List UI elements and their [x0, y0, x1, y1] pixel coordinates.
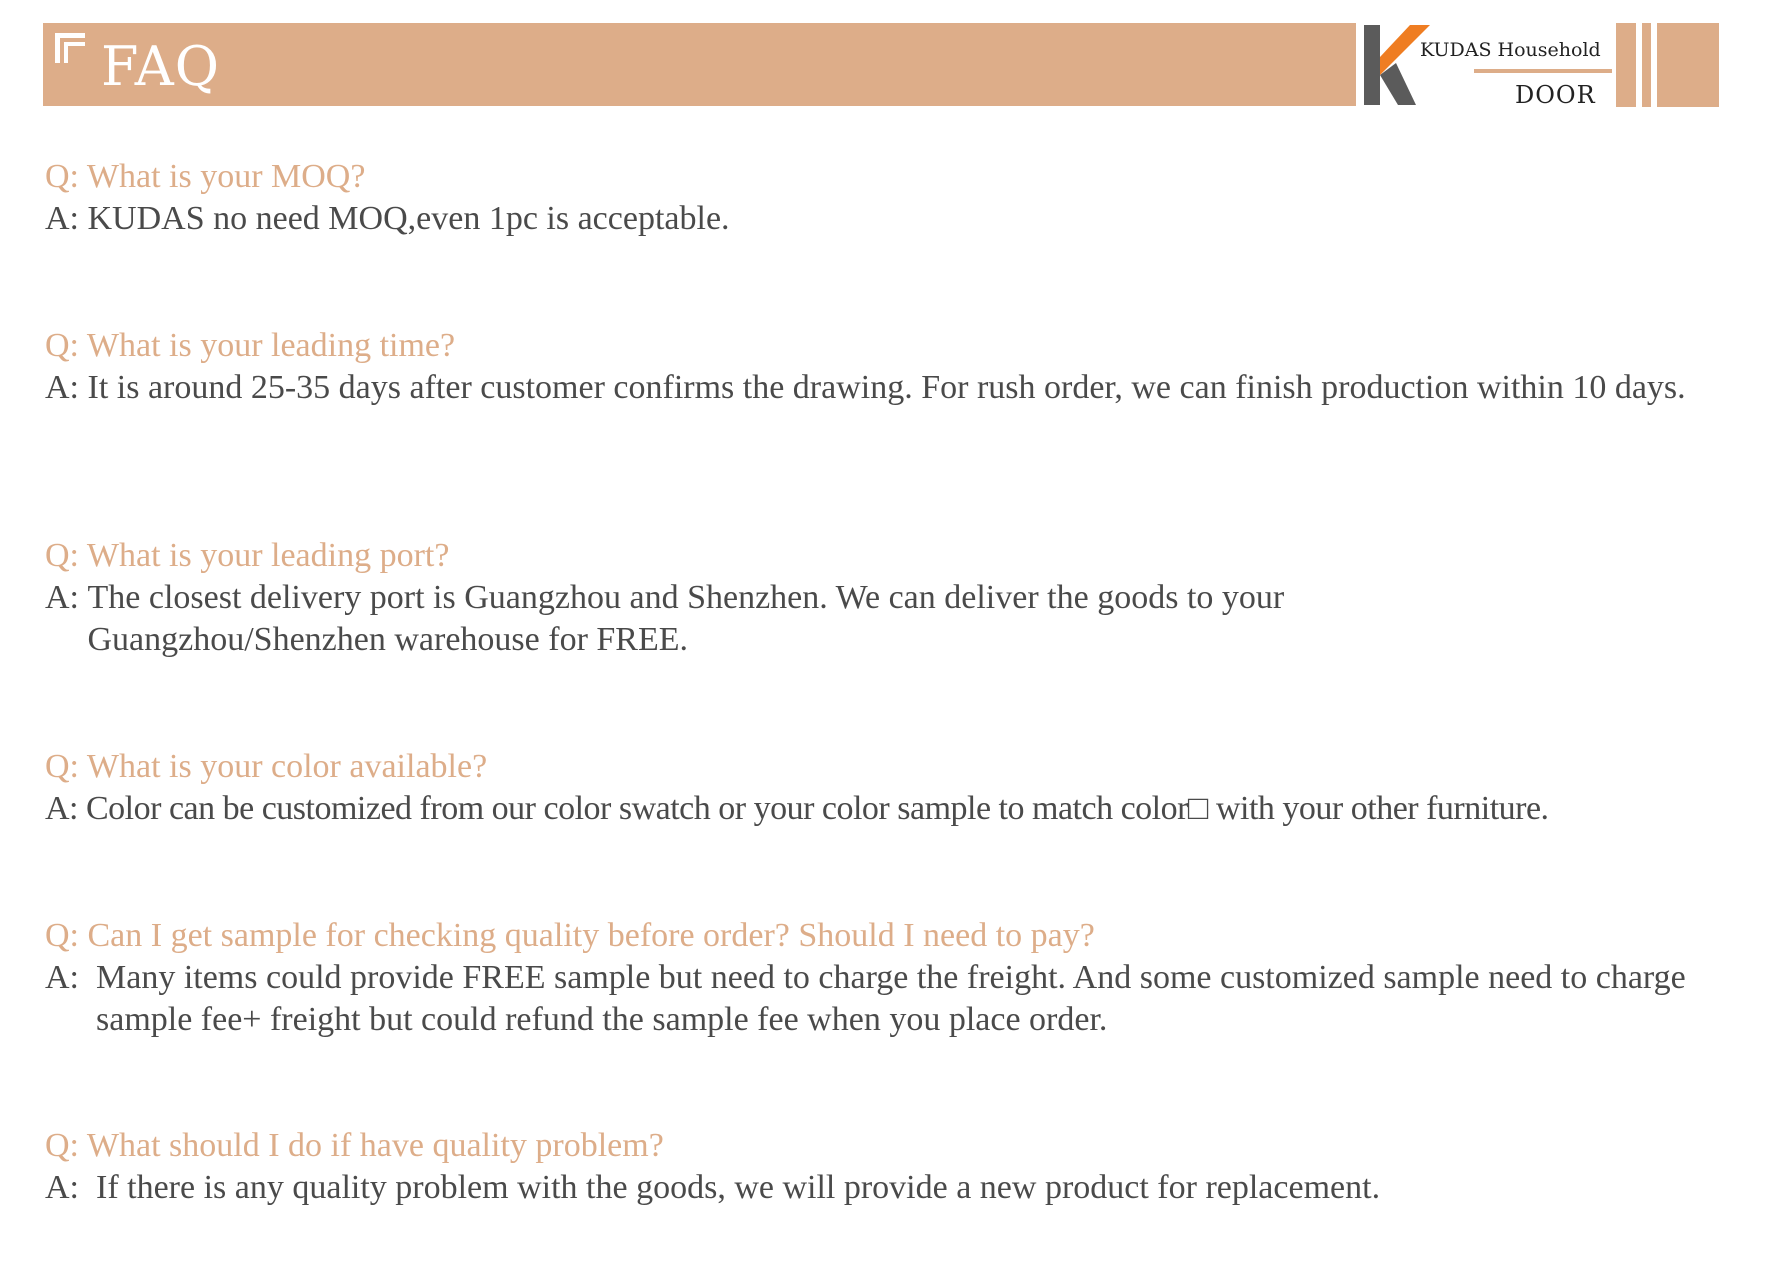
faq-item-color [45, 746, 1765, 830]
answer-prefix: A: [45, 369, 88, 406]
brand-logo [1362, 23, 1768, 113]
answer-prefix: A: [45, 959, 96, 996]
faq-answer [45, 788, 1765, 830]
faq-answer [45, 367, 1725, 409]
brand-subtitle: DOOR [1515, 81, 1596, 109]
decor-stripe [1642, 23, 1651, 107]
answer-text: Color can be customized from our color swatch or your color sample to match color□ with your other furniture. [86, 790, 1549, 827]
faq-answer [45, 1167, 1765, 1209]
faq-item-quality [45, 1125, 1765, 1209]
answer-prefix: A: [45, 790, 86, 827]
faq-question: Q: What is your MOQ? [45, 158, 366, 195]
faq-item-moq [45, 156, 1765, 240]
faq-answer [45, 957, 1735, 1041]
answer-text: The closest delivery port is Guangzhou and Shenzhen. We can deliver the goods to your Guangzhou/Shenzhen warehouse for FREE. [87, 579, 1285, 658]
faq-answer [45, 577, 1545, 661]
kudas-k-logo-icon [1362, 23, 1432, 113]
faq-question: Q: What is your leading time? [45, 327, 456, 364]
faq-item-sample [45, 915, 1735, 1041]
answer-text: Many items could provide FREE sample but need to charge the freight. And some customized sample need to charge sample fee+ freight but could refund the sample fee when you place order. [96, 959, 1686, 1038]
faq-item-leading-port [45, 535, 1545, 661]
brand-name: KUDAS Household [1420, 39, 1601, 61]
answer-prefix: A: [45, 200, 88, 237]
corner-bracket-icon [55, 33, 85, 63]
brand-divider [1474, 69, 1612, 73]
faq-item-leading-time [45, 325, 1725, 409]
answer-text: It is around 25-35 days after customer confirms the drawing. For rush order, we can finish production within 10 days. [87, 369, 1686, 406]
decor-stripe [1657, 23, 1719, 107]
faq-answer [45, 198, 1765, 240]
page-title: FAQ [101, 35, 221, 98]
answer-prefix: A: [45, 1169, 96, 1206]
answer-text: If there is any quality problem with the goods, we will provide a new product for replacement. [96, 1169, 1381, 1206]
faq-question: Q: What is your color available? [45, 748, 488, 785]
answer-prefix: A: [45, 579, 88, 616]
faq-question: Q: Can I get sample for checking quality before order? Should I need to pay? [45, 917, 1095, 954]
faq-question: Q: What should I do if have quality problem? [45, 1127, 664, 1164]
faq-question: Q: What is your leading port? [45, 537, 450, 574]
decor-stripe [1616, 23, 1636, 107]
answer-text: KUDAS no need MOQ,even 1pc is acceptable. [87, 200, 730, 237]
header-bar [43, 23, 1356, 106]
